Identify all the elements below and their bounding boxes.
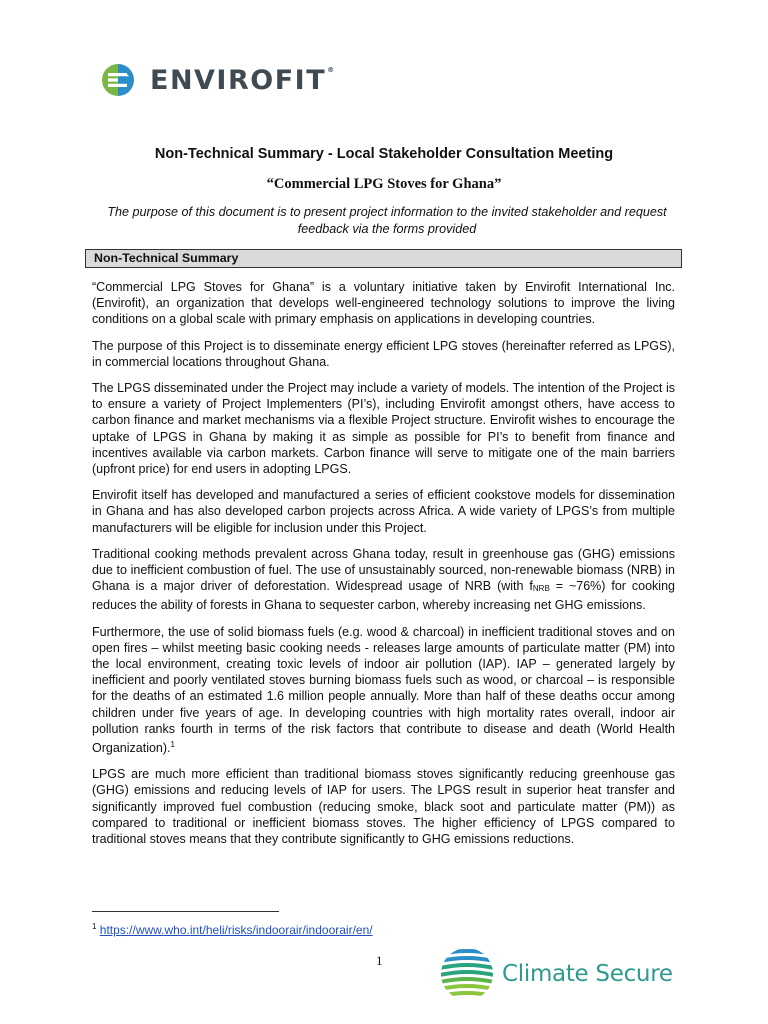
footnote-link[interactable]: https://www.who.int/heli/risks/indoorair/indoorair/en/ [99,923,373,937]
paragraph-2: The purpose of this Project is to disseminate energy efficient LPG stoves (hereinafter referred as LPGS), in commercial locations throughout Ghana. [92,338,675,369]
document-title: Non-Technical Summary - Local Stakeholder Consultation Meeting [154,146,614,162]
section-heading: Non-Technical Summary [85,249,682,268]
nrb-subscript: NRB [532,584,550,594]
document-body [92,279,675,857]
paragraph-5: Traditional cooking methods prevalent across Ghana today, result in greenhouse gas (GHG) emissions due to inefficient combustion of fuel. The use of unsustainably sourced, non-renewable biomass (NRB) in Ghana is a major driver of deforestation. Widespread usage of NRB (with fNRB = ~76%) for cooking reduces the ability of forests in Ghana to sequester carbon, whereby increasing net GHG emissions. [92,546,675,613]
document-subtitle: “Commercial LPG Stoves for Ghana” [266,176,502,192]
footnote-number: 1 [92,922,97,931]
paragraph-1: “Commercial LPG Stoves for Ghana” is a voluntary initiative taken by Envirofit International Inc. (Envirofit), an organization that develops well-engineered technology solutions to improve the living conditions on a global scale with primary emphasis on applications in developing countries. [92,280,675,327]
climate-secure-wordmark: Climate Secure [502,961,673,987]
paragraph-7: LPGS are much more efficient than traditional biomass stoves significantly reducing greenhouse gas (GHG) emissions and reducing levels of IAP for users. The LPGS result in superior heat transfer and significantly improved fuel combustion (reducing smoke, black soot and particulate matter (PM)) as compared to traditional or inefficient biomass stoves. The higher efficiency of LPGS compared to traditional stoves means that they contribute significantly to GHG emissions reductions. [92,767,675,847]
envirofit-wordmark: ENVIROFIT® [150,64,336,96]
globe-stripes-icon [440,946,494,1002]
paragraph-3: The LPGS disseminated under the Project may include a variety of models. The intention of the Project is to ensure a variety of Project Implementers (PI’s), including Envirofit amongst others, have access to carbon finance and market mechanisms via a flexible Project structure. Envirofit wishes to encourage the uptake of LPGS in Ghana by making it as simple as possible for PI’s to benefit from finance and incentives available via carbon markets. Carbon finance will serve to mitigate one of the main barriers (upfront price) for end users in adopting LPGS. [92,381,675,477]
envirofit-emblem-icon [96,62,140,98]
footnote-reference[interactable]: 1 [170,740,175,750]
document-purpose: The purpose of this document is to present project information to the invited stakeholder and request feedback via the forms provided [107,205,667,236]
footnote [92,919,373,938]
page-number: 1 [376,953,383,968]
envirofit-logo [96,62,336,98]
paragraph-6: Furthermore, the use of solid biomass fuels (e.g. wood & charcoal) in inefficient traditional stoves and on open fires – whilst meeting basic cooking needs - releases large amounts of particulate matter (PM) into the local environment, creating toxic levels of indoor air pollution (IAP). IAP – generated largely by inefficient and poorly ventilated stoves burning biomass fuels such as wood, or charcoal – is responsible for the deaths of an estimated 1.6 million people annually. More than half of these deaths occur among children under five years of age. In developing countries with high mortality rates overall, indoor air pollution ranks fourth in terms of the risk factors that contribute to disease and death (World Health Organization).$^1$ [92,624,675,756]
climate-secure-logo [440,946,673,1002]
footnote-divider [92,911,279,912]
paragraph-4: Envirofit itself has developed and manufactured a series of efficient cookstove models for dissemination in Ghana and has also developed carbon projects across Africa. A wide variety of LPGS’s from multiple manufacturers will be eligible for inclusion under this Project. [92,488,675,535]
